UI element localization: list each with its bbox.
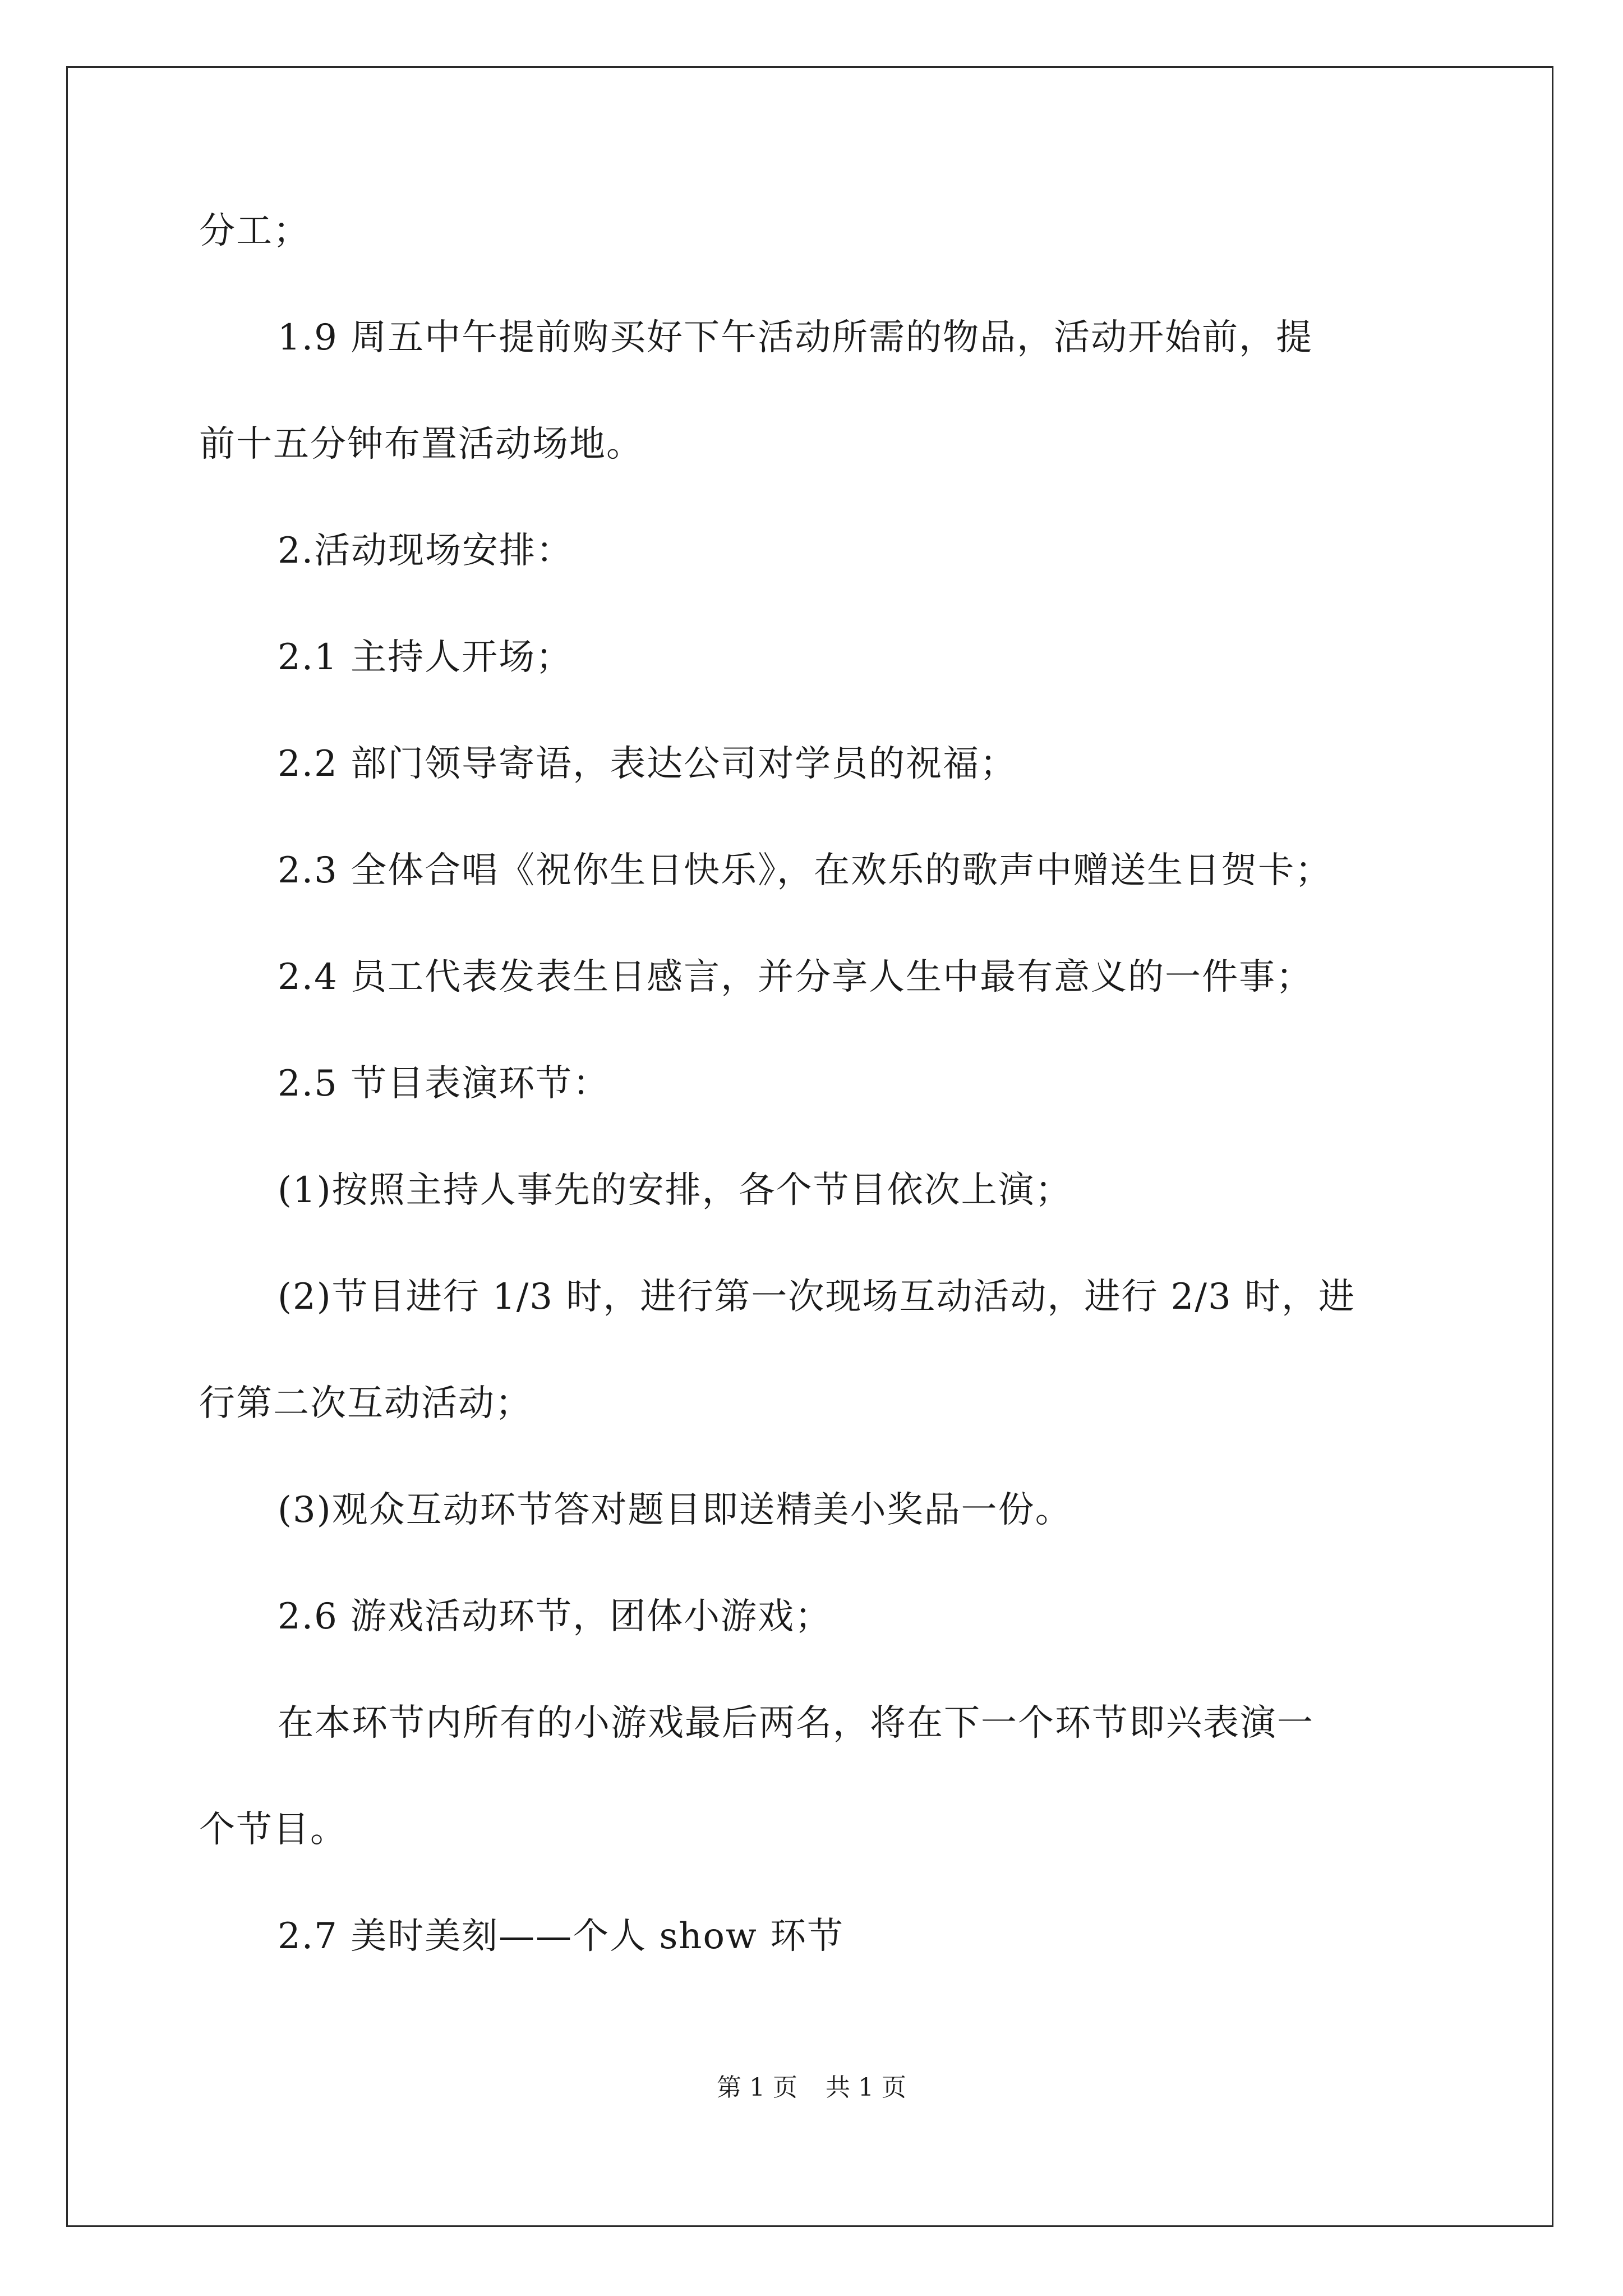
paragraph-line: 前十五分钟布置活动场地。 <box>199 424 643 465</box>
section-heading: 2.活动现场安排： <box>278 530 574 572</box>
page-border <box>66 66 1553 2227</box>
paragraph-line: 行第二次互动活动； <box>199 1383 532 1424</box>
paragraph-line: 个节目。 <box>199 1809 347 1851</box>
paragraph-line: 2.3 全体合唱《祝你生日快乐》，在欢乐的歌声中赠送生日贺卡； <box>278 850 1332 891</box>
page-number: 第 1 页 <box>717 2073 797 2102</box>
paragraph-line: 2.6 游戏活动环节，团体小游戏； <box>278 1596 832 1637</box>
paragraph-line: 2.7 美时美刻——个人 show 环节 <box>278 1916 845 1957</box>
paragraph-line: (1)按照主持人事先的安排，各个节目依次上演； <box>278 1170 1072 1211</box>
paragraph-line: 2.2 部门领导寄语，表达公司对学员的祝福； <box>278 743 1017 785</box>
paragraph-line: (3)观众互动环节答对题目即送精美小奖品一份。 <box>278 1489 1072 1531</box>
page-footer <box>0 2073 1623 2102</box>
paragraph-line: (2)节目进行 1/3 时，进行第一次现场互动活动，进行 2/3 时，进 <box>278 1276 1356 1318</box>
paragraph-line: 2.1 主持人开场； <box>278 637 573 678</box>
page-total: 共 1 页 <box>826 2073 906 2102</box>
paragraph-line: 分工； <box>199 210 310 252</box>
paragraph-line: 在本环节内所有的小游戏最后两名，将在下一个环节即兴表演一 <box>278 1703 1314 1744</box>
paragraph-line: 2.5 节目表演环节： <box>278 1063 610 1105</box>
paragraph-line: 2.4 员工代表发表生日感言，并分享人生中最有意义的一件事； <box>278 956 1313 998</box>
paragraph-line: 1.9 周五中午提前购买好下午活动所需的物品，活动开始前，提 <box>278 317 1313 358</box>
